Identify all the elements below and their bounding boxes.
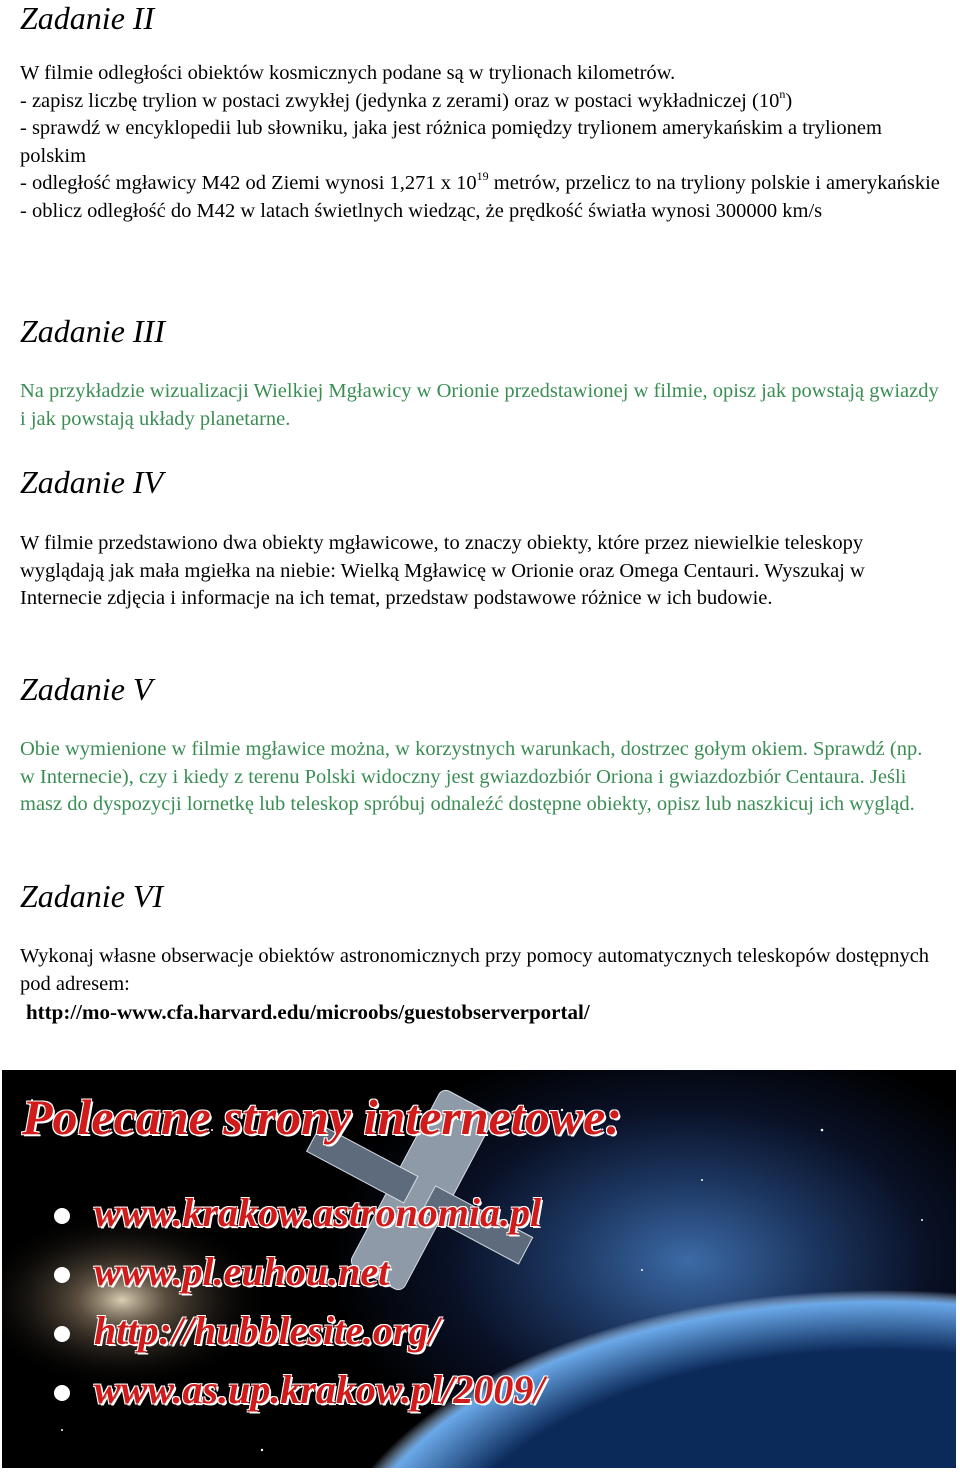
zadanie-iv-body: W filmie przedstawiono dwa obiekty mgławicowe, to znaczy obiekty, które przez niewielkie teleskopy wyglądają jak mała mgiełka na niebie: Wielką Mgławicę w Orionie oraz Omega Centauri. Wyszukaj w Internecie zdjęcia i informacje na ich temat, przedstaw podstawowe różnice w ich budowie. (20, 532, 865, 610)
zadanie-ii-body (20, 60, 940, 226)
observatory-url-link[interactable]: http://mo-www.cfa.harvard.edu/microobs/guestobserverportal/ (26, 1000, 590, 1024)
zadanie-ii-line-4-end: metrów, przelicz to na tryliony polskie i amerykańskie (488, 172, 940, 195)
heading-zadanie-iii: Zadanie III (20, 313, 165, 349)
zadanie-ii-line-4: - odległość mgławicy M42 od Ziemi wynosi 1,271 x 10 (20, 172, 477, 195)
banner-title: Polecane strony internetowe: (22, 1089, 622, 1145)
link-text: www.krakow.astronomia.pl (94, 1190, 542, 1235)
zadanie-ii-line-1: W filmie odległości obiektów kosmicznych podane są w trylionach kilometrów. (20, 62, 676, 84)
link-text: www.as.up.krakow.pl/2009/ (94, 1367, 545, 1412)
zadanie-ii-line-2: - zapisz liczbę trylion w postaci zwykłej (jedynka z zerami) oraz w postaci wykładniczej (10 (20, 89, 780, 112)
zadanie-iii-body: Na przykładzie wizualizacji Wielkiej Mgławicy w Orionie przedstawionej w filmie, opisz jak powstają gwiazdy i jak powstają układy planetarne. (20, 380, 939, 430)
exponent-n: n (779, 86, 786, 101)
bullet-icon (54, 1326, 70, 1342)
zadanie-vi-body: Wykonaj własne obserwacje obiektów astronomicznych przy pomocy automatycznych teleskopów dostępnych pod adresem: (20, 945, 930, 995)
recommended-links-list (54, 1188, 544, 1424)
recommended-link-3[interactable] (54, 1306, 544, 1365)
recommended-sites-banner (2, 1070, 956, 1468)
link-text: http://hubblesite.org/ (94, 1308, 440, 1353)
heading-zadanie-v: Zadanie V (20, 671, 153, 707)
zadanie-ii-line-5: - oblicz odległość do M42 w latach świetlnych wiedząc, że prędkość światła wynosi 300000 km/s (20, 199, 823, 222)
recommended-link-1[interactable] (54, 1188, 544, 1247)
exponent-19: 19 (476, 169, 489, 184)
heading-zadanie-vi: Zadanie VI (20, 878, 164, 914)
link-text: www.pl.euhou.net (94, 1249, 390, 1294)
zadanie-ii-line-3: - sprawdź w encyklopedii lub słowniku, jaka jest różnica pomiędzy trylionem amerykańskim a trylionem polskim (20, 117, 882, 167)
recommended-link-2[interactable] (54, 1247, 544, 1306)
bullet-icon (54, 1385, 70, 1401)
bullet-icon (54, 1267, 70, 1283)
heading-zadanie-iv: Zadanie IV (20, 464, 164, 500)
zadanie-v-body: Obie wymienione w filmie mgławice można, w korzystnych warunkach, dostrzec gołym okiem. Sprawdź (np. w Internecie), czy i kiedy z terenu Polski widoczny jest gwiazdozbiór Oriona i gwiazdozbiór Centaura. Jeśli masz do dyspozycji lornetkę lub teleskop spróbuj odnaleźć dostępne obiekty, opisz lub naszkicuj ich wygląd. (20, 738, 923, 816)
zadanie-ii-line-2-end: ) (785, 89, 793, 112)
heading-zadanie-ii: Zadanie II (20, 0, 155, 36)
bullet-icon (54, 1208, 70, 1224)
recommended-link-4[interactable] (54, 1365, 544, 1424)
